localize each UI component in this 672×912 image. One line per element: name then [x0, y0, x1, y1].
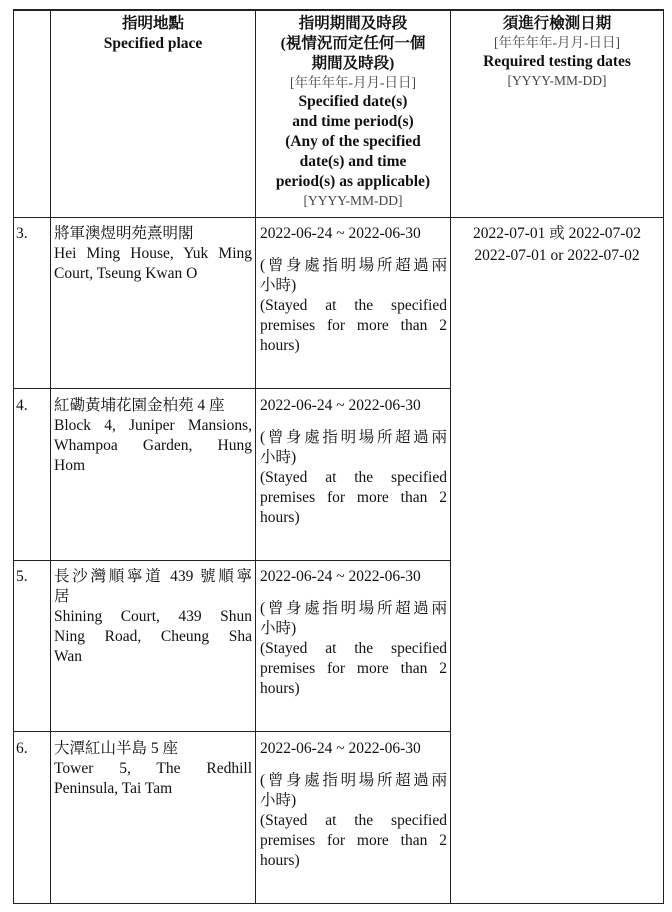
place-en-line-1: Block 4, Juniper Mansions, [54, 417, 252, 434]
date-range: 2022-06-24 ~ 2022-06-30 [260, 568, 421, 585]
row-3-number: 3. [16, 225, 28, 242]
place-zh-line-1: 長沙灣順寧道 439 號順寧 [54, 568, 252, 585]
row-5-place [54, 567, 252, 667]
row-divider-4 [13, 560, 451, 561]
note-zh-line-2: 小時) [260, 277, 297, 294]
note-en-line-1: (Stayed at the specified [260, 297, 447, 314]
note-zh-line-1: (曾身處指明場所超過兩 [260, 429, 447, 446]
row-divider-5 [13, 731, 451, 732]
row-3-place [54, 224, 252, 284]
place-zh: 紅磡黃埔花園金柏苑 4 座 [54, 397, 225, 414]
note-en-line-2: premises for more than 2 [260, 832, 447, 849]
header-period-en-2: and time period(s) [292, 113, 414, 130]
header-specified-place [51, 14, 255, 54]
header-period-zh-1: 指明期間及時段 [298, 15, 408, 32]
table-top-border [13, 9, 664, 11]
note-zh-line-1: (曾身處指明場所超過兩 [260, 772, 447, 789]
table-left-border [13, 9, 14, 904]
date-range: 2022-06-24 ~ 2022-06-30 [260, 225, 421, 242]
note-en-line-3: hours) [260, 680, 300, 697]
row-6-place [54, 739, 252, 799]
place-zh-line-2: 居 [54, 588, 70, 605]
row-5-period [260, 567, 447, 699]
place-en-line-2: Peninsula, Tai Tam [54, 780, 173, 797]
header-period-en-1: Specified date(s) [298, 93, 408, 110]
place-en-line-1: Tower 5, The Redhill [54, 760, 252, 777]
row-6-number: 6. [16, 740, 28, 757]
place-en-line-2: Ning Road, Cheung Sha [54, 628, 252, 645]
place-en-line-3: Wan [54, 648, 83, 665]
row-4-place [54, 396, 252, 476]
note-en-line-1: (Stayed at the specified [260, 469, 447, 486]
note-zh-line-2: 小時) [260, 449, 297, 466]
note-en-line-3: hours) [260, 852, 300, 869]
row-6-period [260, 739, 447, 871]
note-zh-line-1: (曾身處指明場所超過兩 [260, 257, 447, 274]
row-3-period [260, 224, 447, 356]
place-en-line-2: Whampoa Garden, Hung [54, 437, 252, 454]
date-range: 2022-06-24 ~ 2022-06-30 [260, 397, 421, 414]
place-en-line-1: Shining Court, 439 Shun [54, 608, 252, 625]
header-period-en-5: period(s) as applicable) [275, 173, 431, 190]
header-required-testing [451, 14, 663, 90]
required-testing-dates [451, 223, 663, 267]
place-en-line-2: Court, Tseung Kwan O [54, 265, 198, 282]
header-specified-period [256, 14, 450, 210]
header-place-en: Specified place [103, 35, 203, 52]
header-period-en-3: (Any of the specified [285, 133, 421, 150]
column-divider-3 [450, 9, 451, 904]
place-zh: 將軍澳煜明苑熹明閣 [54, 225, 194, 242]
testing-date-en: 2022-07-01 or 2022-07-02 [474, 247, 640, 264]
note-en-line-1: (Stayed at the specified [260, 640, 447, 657]
header-period-format-zh: [年年年年-月月-日日] [290, 75, 416, 90]
column-divider-1 [50, 9, 51, 904]
note-en-line-2: premises for more than 2 [260, 660, 447, 677]
note-en-line-2: premises for more than 2 [260, 489, 447, 506]
date-range: 2022-06-24 ~ 2022-06-30 [260, 740, 421, 757]
header-period-zh-2: (視情況而定任何一個 [280, 35, 426, 52]
header-testing-zh: 須進行檢測日期 [502, 15, 612, 32]
note-en-line-1: (Stayed at the specified [260, 812, 447, 829]
header-testing-format-en: [YYYY-MM-DD] [507, 73, 607, 88]
header-period-en-4: date(s) and time [299, 153, 407, 170]
table-bottom-border [13, 903, 664, 904]
note-en-line-3: hours) [260, 509, 300, 526]
place-zh: 大潭紅山半島 5 座 [54, 740, 179, 757]
place-en-line-3: Hom [54, 457, 85, 474]
note-zh-line-1: (曾身處指明場所超過兩 [260, 600, 447, 617]
note-zh-line-2: 小時) [260, 620, 297, 637]
header-period-zh-3: 期間及時段) [311, 55, 395, 72]
note-zh-line-2: 小時) [260, 792, 297, 809]
table-right-border [663, 9, 664, 904]
testing-date-zh: 2022-07-01 或 2022-07-02 [473, 225, 641, 242]
row-4-number: 4. [16, 397, 28, 414]
header-testing-format-zh: [年年年年-月月-日日] [494, 35, 620, 50]
header-bottom-border [13, 217, 664, 218]
note-en-line-3: hours) [260, 337, 300, 354]
row-divider-3 [13, 388, 451, 389]
header-period-format-en: [YYYY-MM-DD] [303, 193, 403, 208]
note-en-line-2: premises for more than 2 [260, 317, 447, 334]
header-testing-en: Required testing dates [483, 53, 631, 70]
header-place-zh: 指明地點 [121, 15, 184, 32]
place-en-line-1: Hei Ming House, Yuk Ming [54, 245, 252, 262]
row-5-number: 5. [16, 568, 28, 585]
row-4-period [260, 396, 447, 528]
